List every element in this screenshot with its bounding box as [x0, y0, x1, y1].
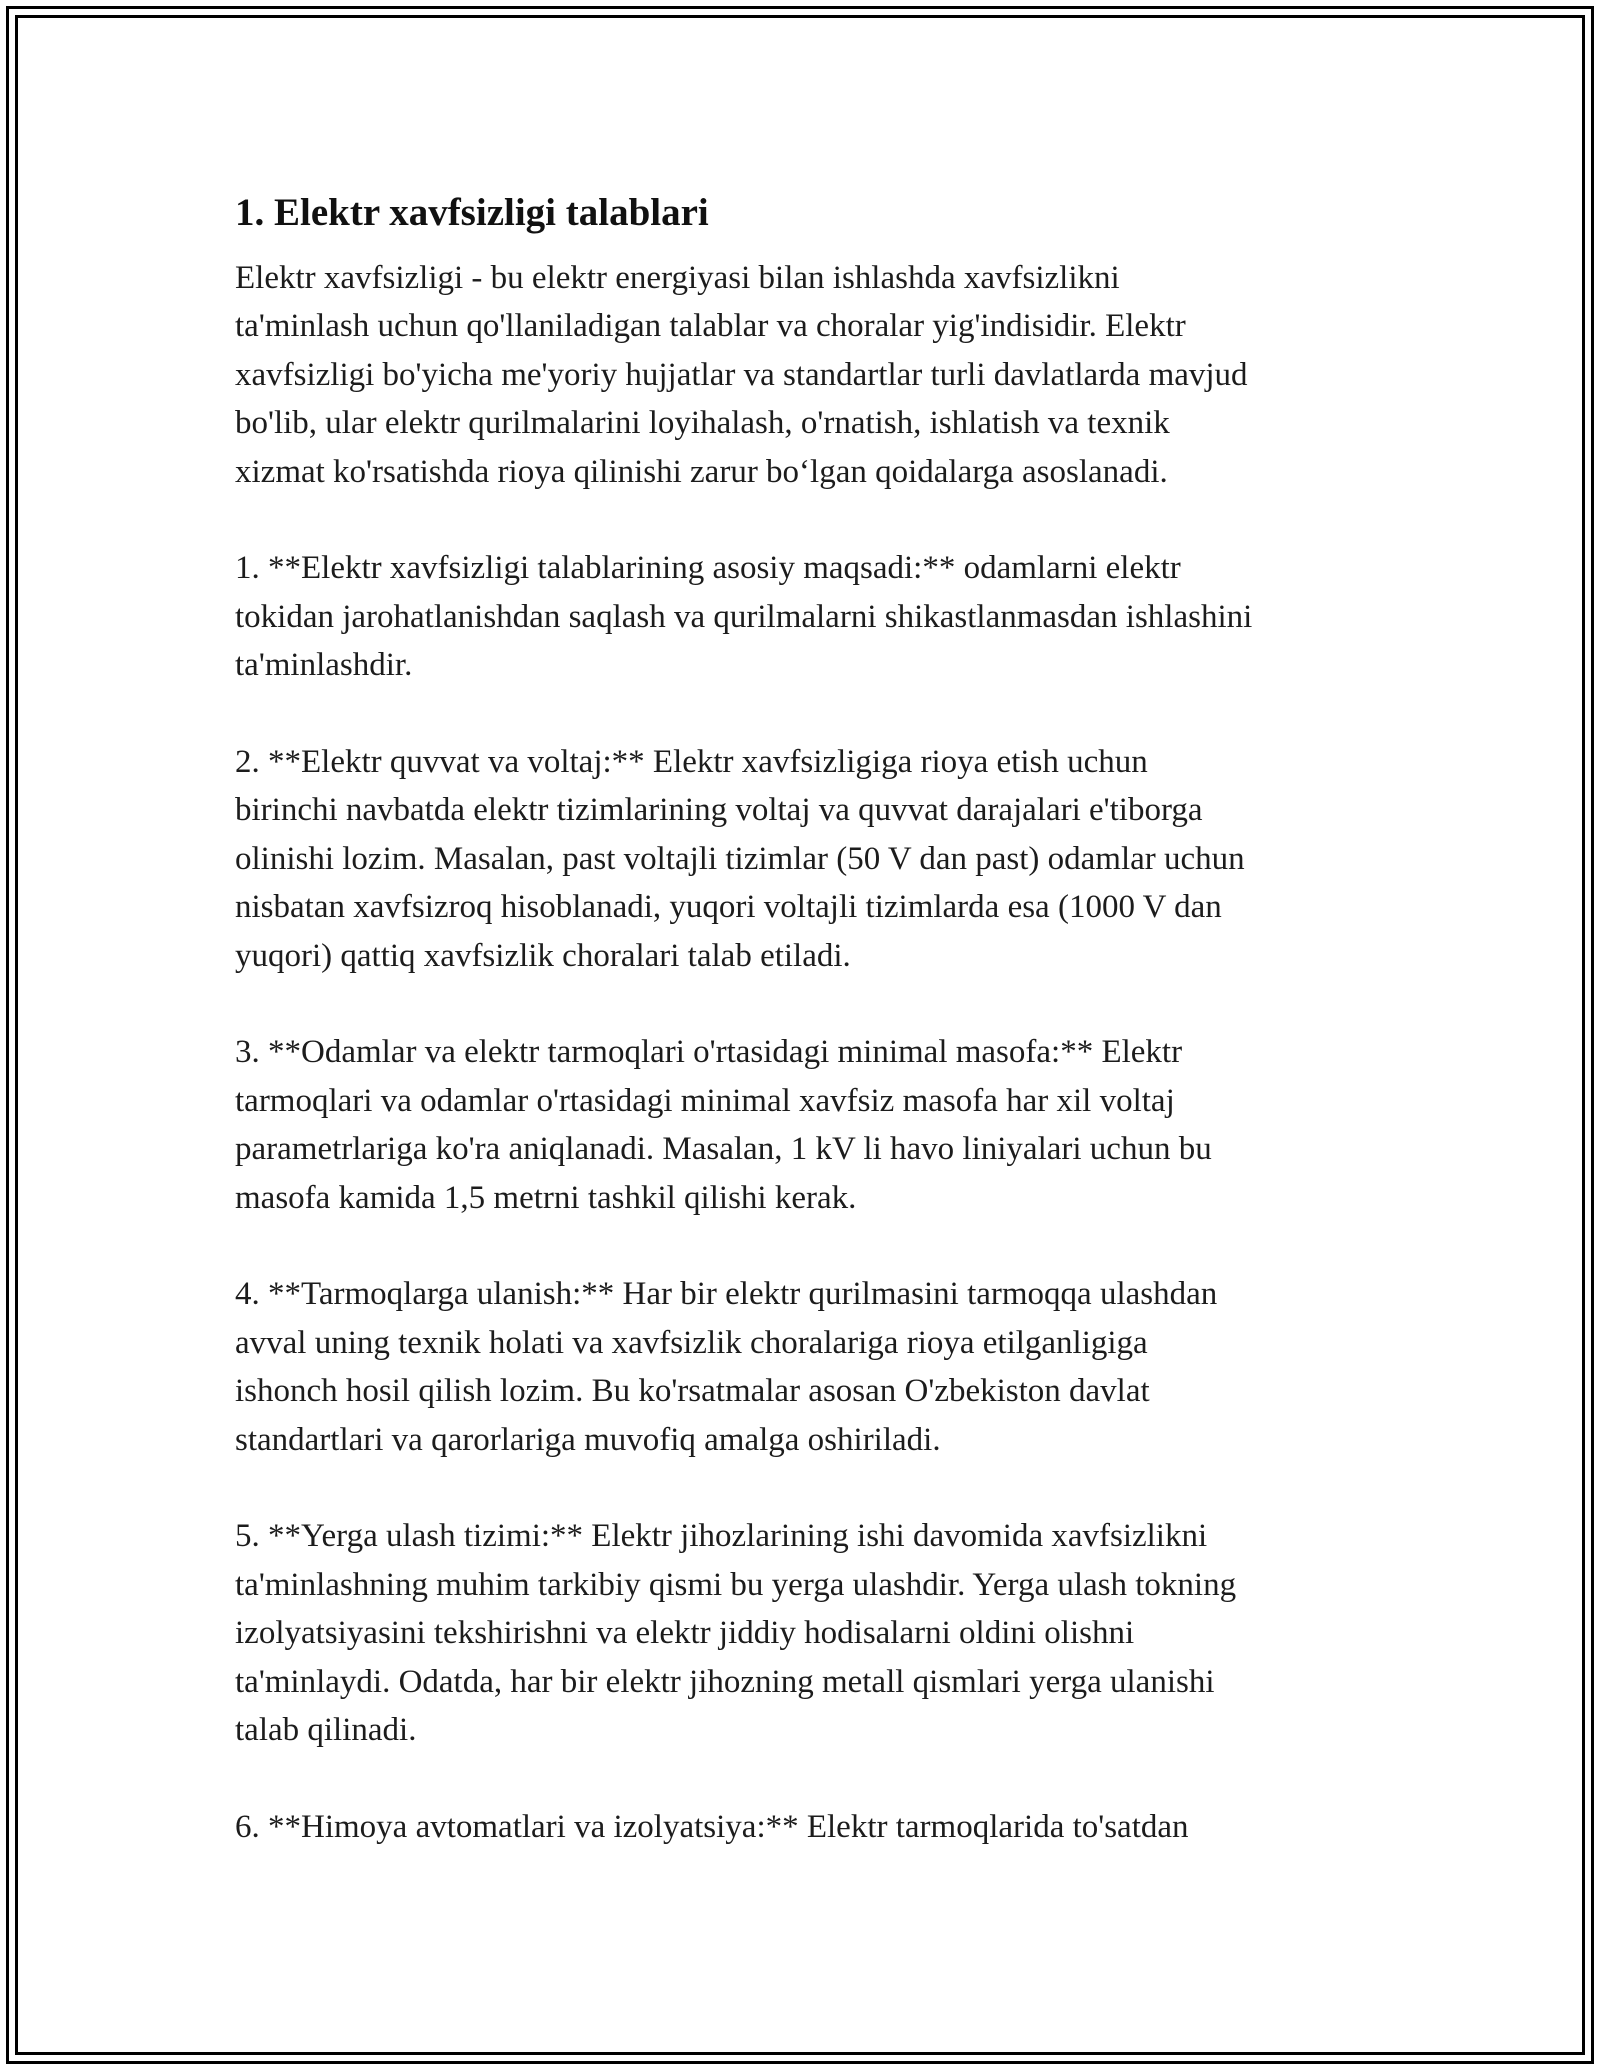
item-line: parametrlariga ko'ra aniqlanadi. Masalan, 1 kV li havo liniyalari uchun bu — [235, 1131, 1212, 1168]
item-line: avval uning texnik holati va xavfsizlik choralariga rioya etilganligiga — [235, 1324, 1148, 1361]
list-item-6 — [235, 1803, 1370, 1851]
item-line: yuqori) qattiq xavfsizlik choralari talab etiladi. — [235, 937, 851, 974]
item-line: 6. **Himoya avtomatlari va izolyatsiya:** Elektr tarmoqlarida to'satdan — [235, 1808, 1189, 1845]
item-line: nisbatan xavfsizroq hisoblanadi, yuqori voltajli tizimlarda esa (1000 V dan — [235, 889, 1222, 926]
intro-line: ta'minlash uchun qo'llaniladigan talablar va choralar yig'indisidir. Elektr — [235, 308, 1186, 345]
list-item-5 — [235, 1512, 1370, 1754]
item-line: ta'minlashdir. — [235, 647, 413, 684]
intro-line: bo'lib, ular elektr qurilmalarini loyihalash, o'rnatish, ishlatish va texnik — [235, 405, 1170, 442]
item-line: tarmoqlari va odamlar o'rtasidagi minimal xavfsiz masofa har xil voltaj — [235, 1082, 1175, 1119]
intro-line: xizmat ko'rsatishda rioya qilinishi zarur bo‘lgan qoidalarga asoslanadi. — [235, 453, 1168, 490]
list-item-1 — [235, 544, 1370, 689]
item-line: 2. **Elektr quvvat va voltaj:** Elektr xavfsizligiga rioya etish uchun — [235, 744, 1148, 781]
item-line: ta'minlashning muhim tarkibiy qismi bu yerga ulashdir. Yerga ulash tokning — [235, 1566, 1237, 1603]
item-line: ishonch hosil qilish lozim. Bu ko'rsatmalar asosan O'zbekiston davlat — [235, 1373, 1150, 1410]
intro-line: Elektr xavfsizligi - bu elektr energiyasi bilan ishlashda xavfsizlikni — [235, 260, 1120, 296]
item-line: standartlari va qarorlariga muvofiq amalga oshiriladi. — [235, 1421, 941, 1458]
intro-line: xavfsizligi bo'yicha me'yoriy hujjatlar va standartlar turli davlatlarda mavjud — [235, 356, 1248, 393]
item-line: ta'minlaydi. Odatda, har bir elektr jihozning metall qismlari yerga ulanishi — [235, 1663, 1215, 1700]
item-line: masofa kamida 1,5 metrni tashkil qilishi kerak. — [235, 1179, 857, 1216]
item-line: 3. **Odamlar va elektr tarmoqlari o'rtasidagi minimal masofa:** Elektr — [235, 1034, 1183, 1071]
document-body — [235, 186, 1370, 1851]
item-line: 4. **Tarmoqlarga ulanish:** Har bir elektr qurilmasini tarmoqqa ulashdan — [235, 1276, 1218, 1313]
item-line: talab qilinadi. — [235, 1712, 417, 1749]
list-item-3 — [235, 1028, 1370, 1222]
item-line: birinchi navbatda elektr tizimlarining voltaj va quvvat darajalari e'tiborga — [235, 792, 1203, 829]
list-item-4 — [235, 1270, 1370, 1464]
list-item-2 — [235, 738, 1370, 980]
item-line: izolyatsiyasini tekshirishni va elektr jiddiy hodisalarni oldini olishni — [235, 1615, 1135, 1652]
item-line: 5. **Yerga ulash tizimi:** Elektr jihozlarining ishi davomida xavfsizlikni — [235, 1518, 1208, 1555]
intro-paragraph — [235, 254, 1370, 496]
item-line: 1. **Elektr xavfsizligi talablarining asosiy maqsadi:** odamlarni elektr — [235, 550, 1181, 587]
item-line: tokidan jarohatlanishdan saqlash va qurilmalarni shikastlanmasdan ishlashini — [235, 598, 1253, 635]
item-line: olinishi lozim. Masalan, past voltajli tizimlar (50 V dan past) odamlar uchun — [235, 840, 1245, 877]
document-title: 1. Elektr xavfsizligi talablari — [235, 191, 709, 234]
